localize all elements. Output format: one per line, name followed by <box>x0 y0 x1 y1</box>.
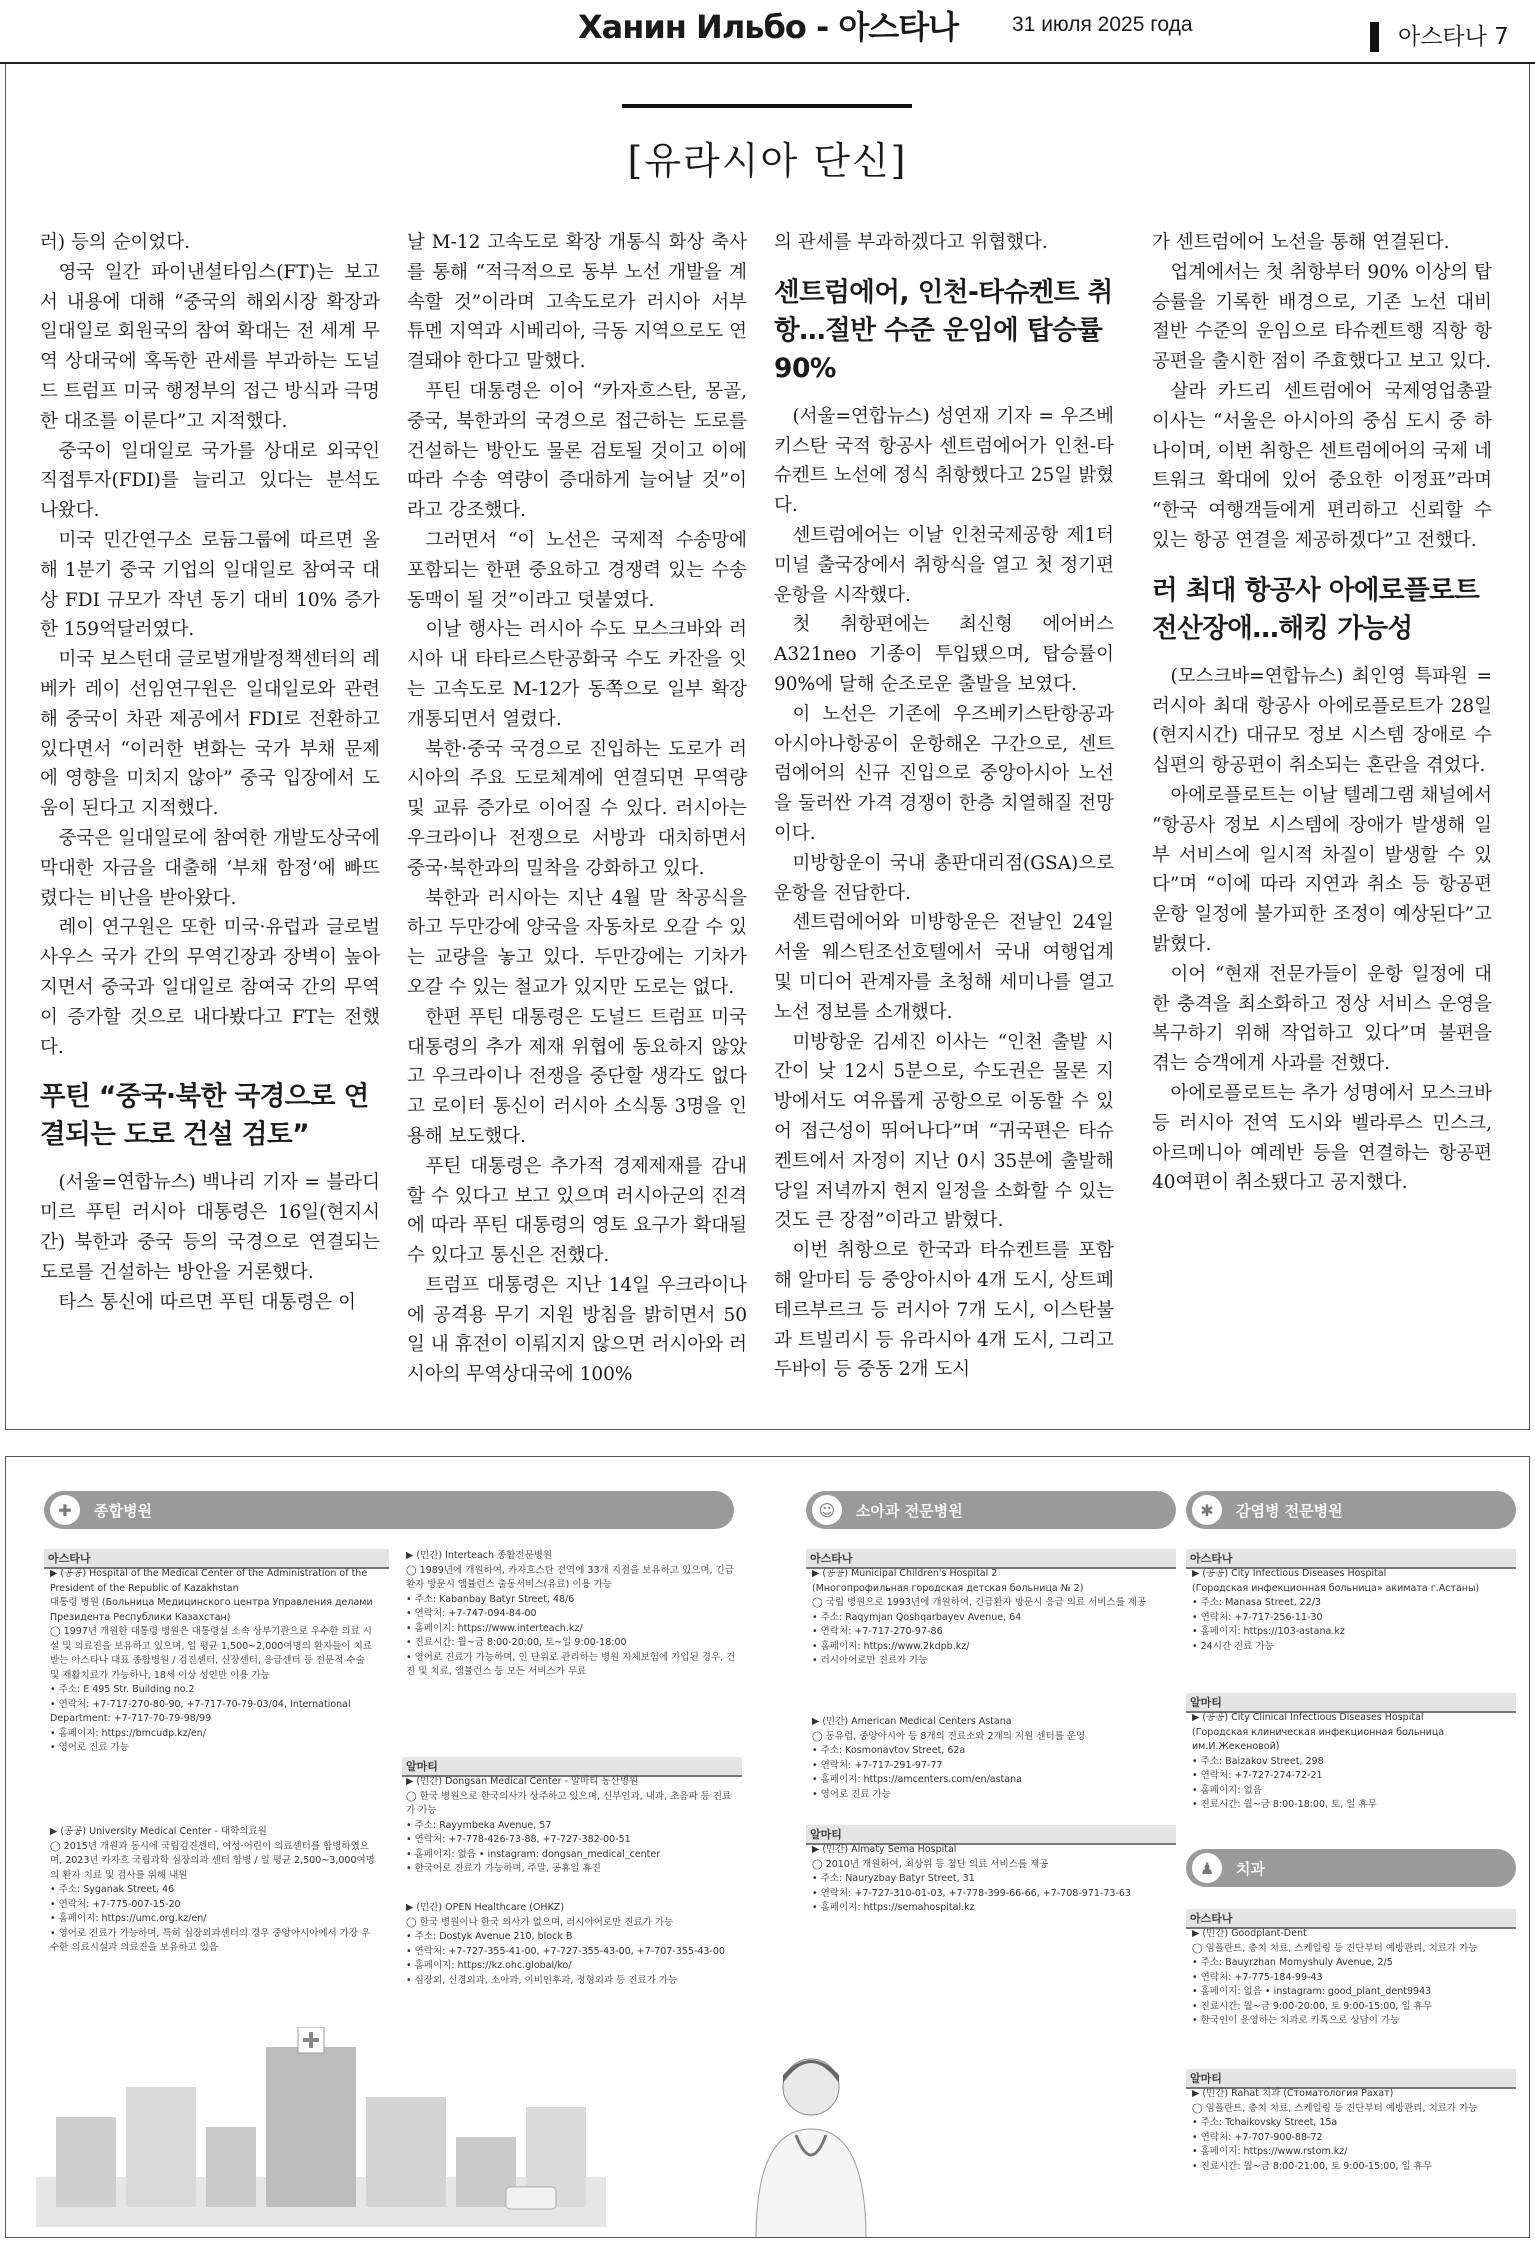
hospital-entry: ▶ (공공) University Medical Center - 대학의료원 ◯ 2015년 개원과 동시에 국립검진센터, 여성·어린이 의료센터를 합병하였으며, 2023년 카자흐 국립과학 심장의과 센터 합병 / 일 평균 2,500~3,000여명의 환자 치료 및 검사를 위해 내원 • 주소: Syganak Street, 46 • 연락처: +7-775-007-15-20 • 홈페이지: https://umc.org.kz/en/ • 영어로 진료가 가능하며, 특히 심장외과센터의 경우 중앙아시아에서 가장 우수한 의료시설과 의료진을 보유하고 있음 <box>50 1826 375 1953</box>
paragraph: 아에로플로트는 추가 성명에서 모스크바 등 러시아 전역 도시와 벨라루스 민스크, 아르메니아 예레반 등을 연결하는 항공편 40여편이 취소됐다고 공지했다. <box>1152 1082 1492 1194</box>
paragraph: 중국이 일대일로 국가를 상대로 외국인직접투자(FDI)를 늘리고 있다는 분석도 나왔다. <box>40 440 380 522</box>
city-label-astana: 아스타나 <box>44 1549 389 1569</box>
hospital-icon: ✚ <box>50 1495 80 1525</box>
dental-header: ♟ 치과 <box>1186 1849 1516 1887</box>
hospital-entry: ▶ (공공) City Clinical Infectious Diseases Hospital (Городская клиническая инфекционная больница им.И.Жекеновой) • 주소: Baizakov Street, 298 • 연락처: +7-727-274-72-21 • 홈페이지: 없음 • 진료시간: 월~금 8:00-18:00, 토, 일 휴무 <box>1192 1712 1445 1810</box>
header-bar <box>1370 22 1379 52</box>
paragraph: 그러면서 “이 노선은 국제적 수송망에 포함되는 한편 중요하고 경쟁력 있는 수송 동맥이 될 것”이라고 덧붙였다. <box>407 529 747 611</box>
hospital-entry: ▶ (공공) City Infectious Diseases Hospital (Городская инфекционная больница» акимата г.Астаны) • 주소: Manasa Street, 22/3 • 연락처: +7-717-256-11-30 • 홈페이지: https://103-astana.kz • 24시간 진료 가능 <box>1192 1568 1480 1652</box>
city-label-almaty: 알마티 <box>402 1757 742 1777</box>
article-column-1 <box>40 228 380 1433</box>
paragraph: 푸틴 대통령은 추가적 경제제재를 감내할 수 있다고 보고 있으며 러시아군의 진격에 따라 푸틴 대통령의 영토 요구가 확대될 수 있다고 통신은 전했다. <box>407 1155 747 1267</box>
paragraph: 이 노선은 기존에 우즈베키스탄항공과 아시아나항공이 운항해온 구간으로, 센트럼에어의 신규 진입으로 중앙아시아 노선을 둘러싼 가격 경쟁이 한층 치열해질 전망이다. <box>774 703 1114 844</box>
hospital-entry: ▶ (민간) American Medical Centers Astana ◯ 동유럽, 중앙아시아 등 8개의 진료소와 2개의 지원 센터를 운영 • 주소: Kosmonavtov Street, 62a • 연락처: +7-717-291-97-77 • 홈페이지: https://amcenters.com/en/astana • 영어로 진료 가능 <box>812 1716 1086 1800</box>
issue-date: 31 июля 2025 года <box>1012 13 1193 36</box>
city-label-astana: 아스타나 <box>1186 1549 1516 1569</box>
section-rule <box>622 104 912 108</box>
article-column-2 <box>407 228 747 1433</box>
hospital-entry: ▶ (민간) Almaty Sema Hospital ◯ 2010년 개원하여, 최상위 등 첨단 의료 서비스를 제공 • 주소: Nauryzbay Batyr Street, 31 • 연락처: +7-727-310-01-03, +7-778-399-66-66, +7-708-971-73-63 • 홈페이지: https://semahospital.kz <box>812 1844 1131 1913</box>
paragraph: 북한·중국 국경으로 진입하는 도로가 러시아의 주요 도로체계에 연결되면 무역량 및 교류 증가로 이어질 수 있다. 러시아는 우크라이나 전쟁으로 서방과 대치하면서 중국·북한과의 밀착을 강화하고 있다. <box>407 738 747 879</box>
paragraph: 영국 일간 파이낸셜타임스(FT)는 보고서 내용에 대해 “중국의 해외시장 확장과 일대일로 회원국의 참여 확대는 전 세계 무역 상대국에 혹독한 관세를 부과하는 도널드 트럼프 미국 행정부의 접근 방식과 극명한 대조를 이룬다”고 지적했다. <box>40 261 380 432</box>
paragraph: 미방항운이 국내 총판대리점(GSA)으로 운항을 전담한다. <box>774 852 1114 904</box>
pediatric-hospital-header: ☺ 소아과 전문병원 <box>806 1491 1176 1529</box>
paragraph: 미국 민간연구소 로듐그룹에 따르면 올해 1분기 중국 기업의 일대일로 참여국 대상 FDI 규모가 작년 동기 대비 10% 증가한 159억달러였다. <box>40 529 380 641</box>
paragraph: (서울=연합뉴스) 성연재 기자 = 우즈베키스탄 국적 항공사 센트럼에어가 인천-타슈켄트 노선에 정식 취항했다고 25일 밝혔다. <box>774 405 1114 517</box>
paragraph: 이번 취항으로 한국과 타슈켄트를 포함해 알마티 등 중앙아시아 4개 도시, 상트페테르부르크 등 러시아 7개 도시, 이스탄불과 트빌리시 등 유라시아 4개 도시, 그리고 두바이 등 중동 2개 도시 <box>774 1240 1114 1381</box>
hospital-entry: ▶ (민간) Goodplant-Dent ◯ 임플란트, 충치 치료, 스케일링 등 진단부터 예방관리, 치료가 가능 • 주소: Bauyrzhan Momyshuly Avenue, 2/5 • 연락처: +7-775-184-99-43 • 홈페이지: 없음 • instagram: good_plant_dent9943 • 진료시간: 월~금 9:00-20:00, 토 9:00-15:00, 일 휴무 • 한국인이 운영하는 치과로 카톡으로 상담이 가능 <box>1192 1928 1478 2026</box>
hospital-entry: ▶ (민간) Dongsan Medical Center - 알마티 동산병원 ◯ 한국 병원으로 한국의사가 상주하고 있으며, 신부인과, 내과, 초음파 등 진료가 가능 • 주소: Rayymbeka Avenue, 57 • 연락처: +7-778-426-73-88, +7-727-382-00-51 • 홈페이지: 없음 • instagram: dongsan_medical_center • 한국어로 진료가 가능하며, 주말, 공휴일 휴진 <box>406 1776 732 1874</box>
virus-icon: ✱ <box>1192 1495 1222 1525</box>
article-column-3 <box>774 228 1114 1433</box>
paragraph: 첫 취항편에는 최신형 에어버스 A321neo 기종이 투입됐으며, 탑승률이 90%에 달해 순조로운 출발을 보였다. <box>774 614 1114 695</box>
city-buildings-illustration <box>36 2027 606 2227</box>
paragraph: 살라 카드리 센트럼에어 국제영업총괄 이사는 “서울은 아시아의 중심 도시 중 하나이며, 이번 취항은 센트럼에어의 국제 네트워크 확대에 있어 중요한 이정표”라며 “한국 여행객들에게 편리하고 신뢰할 수 있는 항공 연결을 제공하겠다”고 전했다. <box>1152 380 1492 551</box>
paragraph: 푸틴 대통령은 이어 “카자흐스탄, 몽골, 중국, 북한과의 국경으로 접근하는 도로를 건설하는 방안도 물론 검토될 것이고 이에 따라 수송 역량이 증대하게 늘어날 것”이라고 강조했다. <box>407 380 747 522</box>
hospital-entry: ▶ (민간) OPEN Healthcare (OHKZ) ◯ 한국 병원이나 한국 의사가 없으며, 러시아어로만 진료가 가능 • 주소: Dostyk Avenue 210, block B • 연락처: +7-727-355-41-00, +7-727-355-43-00, +7-707-355-43-00 • 홈페이지: https://kz.ohc.global/ko/ • 심장외, 신경외과, 소아과, 이비인후과, 정형외과 등 진료가 가능 <box>406 1902 725 1986</box>
paragraph: 북한과 러시아는 지난 4월 말 착공식을 하고 두만강에 양국을 자동차로 오갈 수 있는 교량을 놓고 있다. 두만강에는 기차가 오갈 수 있는 철교가 있지만 도로는 없다. <box>407 887 747 998</box>
paragraph: (서울=연합뉴스) 백나리 기자 = 블라디미르 푸틴 러시아 대통령은 16일(현지시간) 북한과 중국 등의 국경으로 연결되는 도로를 건설하는 방안을 거론했다. <box>40 1172 380 1283</box>
paragraph: 센트럼에어와 미방항운은 전날인 24일 서울 웨스틴조선호텔에서 국내 여행업계 및 미디어 관계자를 초청해 세미나를 열고 노선 정보를 소개했다. <box>774 912 1114 1023</box>
paragraph: 미방항운 김세진 이사는 “인천 출발 시간이 낮 12시 5분으로, 수도권은 물론 지방에서도 여유롭게 공항으로 이동할 수 있어 접근성이 뛰어나다”며 “귀국편은 타슈켄트에서 자정이 지난 0시 35분에 출발해 당일 저녁까지 현지 일정을 소화할 수 있는 것도 큰 장점”이라고 밝혔다. <box>774 1031 1114 1232</box>
paragraph: 가 센트럼에어 노선을 통해 연결된다. <box>1152 232 1450 253</box>
general-hospital-header: ✚ 종합병원 <box>44 1491 734 1529</box>
paragraph: 타스 통신에 따르면 푸틴 대통령은 이 <box>58 1291 356 1313</box>
paragraph: 업계에서는 첫 취항부터 90% 이상의 탑승률을 기록한 배경으로, 기존 노선 대비 절반 수준의 운임으로 타슈켄트행 직항 항공편을 출시한 점이 주효했다고 보고 있다. <box>1152 261 1492 373</box>
child-icon: ☺ <box>812 1495 842 1525</box>
article-headline: 센트럼에어, 인천-타슈켄트 취항…절반 수준 운임에 탑승률 90% <box>774 276 1113 384</box>
infectious-hospital-header: ✱ 감염병 전문병원 <box>1186 1491 1516 1529</box>
paragraph: (모스크바=연합뉴스) 최인영 특파원 = 러시아 최대 항공사 아에로플로트가 28일(현지시간) 대규모 정보 시스템 장애로 수십편의 항공편이 취소되는 혼란을 겪었다. <box>1152 665 1492 777</box>
section-title: [유라시아 단신] <box>627 139 908 183</box>
article-headline: 러 최대 항공사 아에로플로트 전산장애…해킹 가능성 <box>1152 574 1480 644</box>
page-section-number: 아스타나 7 <box>1398 24 1509 50</box>
newspaper-name: Ханин Ильбо - 아스타나 <box>578 8 959 46</box>
paragraph: 의 관세를 부과하겠다고 위협했다. <box>774 232 1048 253</box>
doctor-illustration <box>736 2047 886 2238</box>
paragraph: 센트럼에어는 이날 인천국제공항 제1터미널 출국장에서 취항식을 열고 첫 정기편 운항을 시작했다. <box>774 524 1114 606</box>
article-column-4 <box>1152 228 1492 1433</box>
paragraph: 레이 연구원은 또한 미국·유럽과 글로벌사우스 국가 간의 무역긴장과 장벽이 높아지면서 중국과 일대일로 참여국 간의 무역이 증가할 것으로 내다봤다고 FT는 전했다. <box>40 917 380 1058</box>
paragraph: 이어 “현재 전문가들이 운항 일정에 대한 충격을 최소화하고 정상 서비스 운영을 복구하기 위해 작업하고 있다”며 불편을 겪는 승객에게 사과를 전했다. <box>1152 963 1492 1075</box>
tooth-icon: ♟ <box>1192 1853 1222 1883</box>
paragraph: 중국은 일대일로에 참여한 개발도상국에 막대한 자금을 대출해 ‘부채 함정’에 빠뜨렸다는 비난을 받아왔다. <box>40 827 380 909</box>
paragraph: 러) 등의 순이었다. <box>40 232 190 253</box>
paragraph: 날 M-12 고속도로 확장 개통식 화상 축사를 통해 “적극적으로 동부 노선 개발을 계속할 것”이라며 고속도로가 러시아 서부 튜멘 지역과 시베리아, 극동 지역으로도 연결돼야 한다고 말했다. <box>407 232 747 373</box>
city-label-almaty: 알마티 <box>806 1825 1176 1845</box>
hospital-entry: ▶ (공공) Hospital of the Medical Center of the Administration of the President of the Republic of Kazakhstan 대통령 병원 (Больница Медицинского центра Управления делами Президента Республики Казахстан) ◯ 1997년 개원한 대통령 병원은 대통령실 소속 상부기관으로 우수한 의료 시설 및 의료진을 보유하고 있으며, 일 평균 1,500~2,000여명의 환자들이 치료 받는 아스타나 대표 종합병원 / 검진센터, 신장센터, 응급센터 등 전문적 수술 및 재활치료가 가능하나, 18세 이상 성인만 이용 가능 • 주소: E 495 Str. Building no.2 • 연락처: +7-717-270-80-90, +7-717-70-79-03/04, International Department: +7-717-70-79-98/99 • 홈페이지: https://bmcudp.kz/en/ • 영어로 진료 가능 <box>50 1568 373 1753</box>
paragraph: 아에로플로트는 이날 텔레그램 채널에서 “항공사 정보 시스템에 장애가 발생해 일부 서비스에 일시적 차질이 발생할 수 있다”며 “이에 따라 지연과 취소 등 항공편 운항 일정에 불가피한 조정이 예상된다”고 밝혔다. <box>1152 784 1492 955</box>
page-header <box>0 0 1535 62</box>
city-label-astana: 아스타나 <box>1186 1909 1516 1929</box>
hospital-entry: ▶ (민간) Interteach 종합전문병원 ◯ 1989년에 개원하여, 카자흐스탄 전역에 33개 지점을 보유하고 있으며, 긴급환자 방문시 앰뷸런스 출동서비스(유료) 이용 가능 • 주소: Kabanbay Batyr Street, 48/6 • 연락처: +7-747-094-84-00 • 홈페이지: https://www.interteach.kz/ • 진료시간: 월~금 8:00-20:00, 토~일 9:00-18:00 • 영어로 진료가 가능하며, 인 단위로 관리하는 병원 자체보험에 가입된 경우, 건진 및 치료, 앰뷸런스 등 모든 서비스가 무료 <box>406 1550 736 1677</box>
article-headline: 푸틴 “중국·북한 국경으로 연결되는 도로 건설 검토” <box>40 1081 369 1151</box>
hospital-entry: ▶ (민간) Rahat 치과 (Стоматология Рахат) ◯ 임플란트, 충치 치료, 스케일링 등 진단부터 예방관리, 치료가 가능 • 주소: Tchaikovsky Street, 15a • 연락처: +7-707-900-88-72 • 홈페이지: https://www.rstom.kz/ • 진료시간: 월~금 8:00-21:00, 토 9:00-15:00, 일 휴무 <box>1192 2088 1478 2172</box>
city-label-almaty: 알마티 <box>1186 2069 1516 2089</box>
hospital-entry: ▶ (공공) Municipal Children's Hospital 2 (Многопрофильная городская детская больница № 2) ◯ 국립 병원으로 1993년에 개원하여, 긴급환자 방문시 응급 의료 서비스를 제공 • 주소: Raqymjan Qoshqarbayev Avenue, 64 • 연락처: +7-717-270-97-86 • 홈페이지: https://www.2kdpb.kz/ • 러시아어로만 진료가 가능 <box>812 1568 1147 1666</box>
paragraph: 이날 행사는 러시아 수도 모스크바와 러시아 내 타타르스탄공화국 수도 카잔을 잇는 고속도로 M-12가 동쪽으로 일부 확장 개통되면서 열렸다. <box>407 619 747 730</box>
city-label-astana: 아스타나 <box>806 1549 1176 1569</box>
paragraph: 트럼프 대통령은 지난 14일 우크라이나에 공격용 무기 지원 방침을 밝히면서 50일 내 휴전이 이뤄지지 않으면 러시아와 러시아의 무역상대국에 100% <box>407 1274 747 1386</box>
paragraph: 미국 보스턴대 글로벌개발정책센터의 레베카 레이 선임연구원은 일대일로와 관련해 중국이 차관 제공에서 FDI로 전환하고 있다면서 “이러한 변화는 국가 부채 문제에 영향을 미치지 않아” 중국 입장에서 도움이 된다고 지적했다. <box>40 649 380 820</box>
city-label-almaty: 알마티 <box>1186 1693 1516 1713</box>
paragraph: 한편 푸틴 대통령은 도널드 트럼프 미국 대통령의 추가 제재 위협에 동요하지 않았고 우크라이나 전쟁을 중단할 생각도 없다고 로이터 통신이 러시아 소식통 3명을 인용해 보도했다. <box>407 1006 747 1147</box>
hospital-directory-ad <box>5 1456 1530 2238</box>
